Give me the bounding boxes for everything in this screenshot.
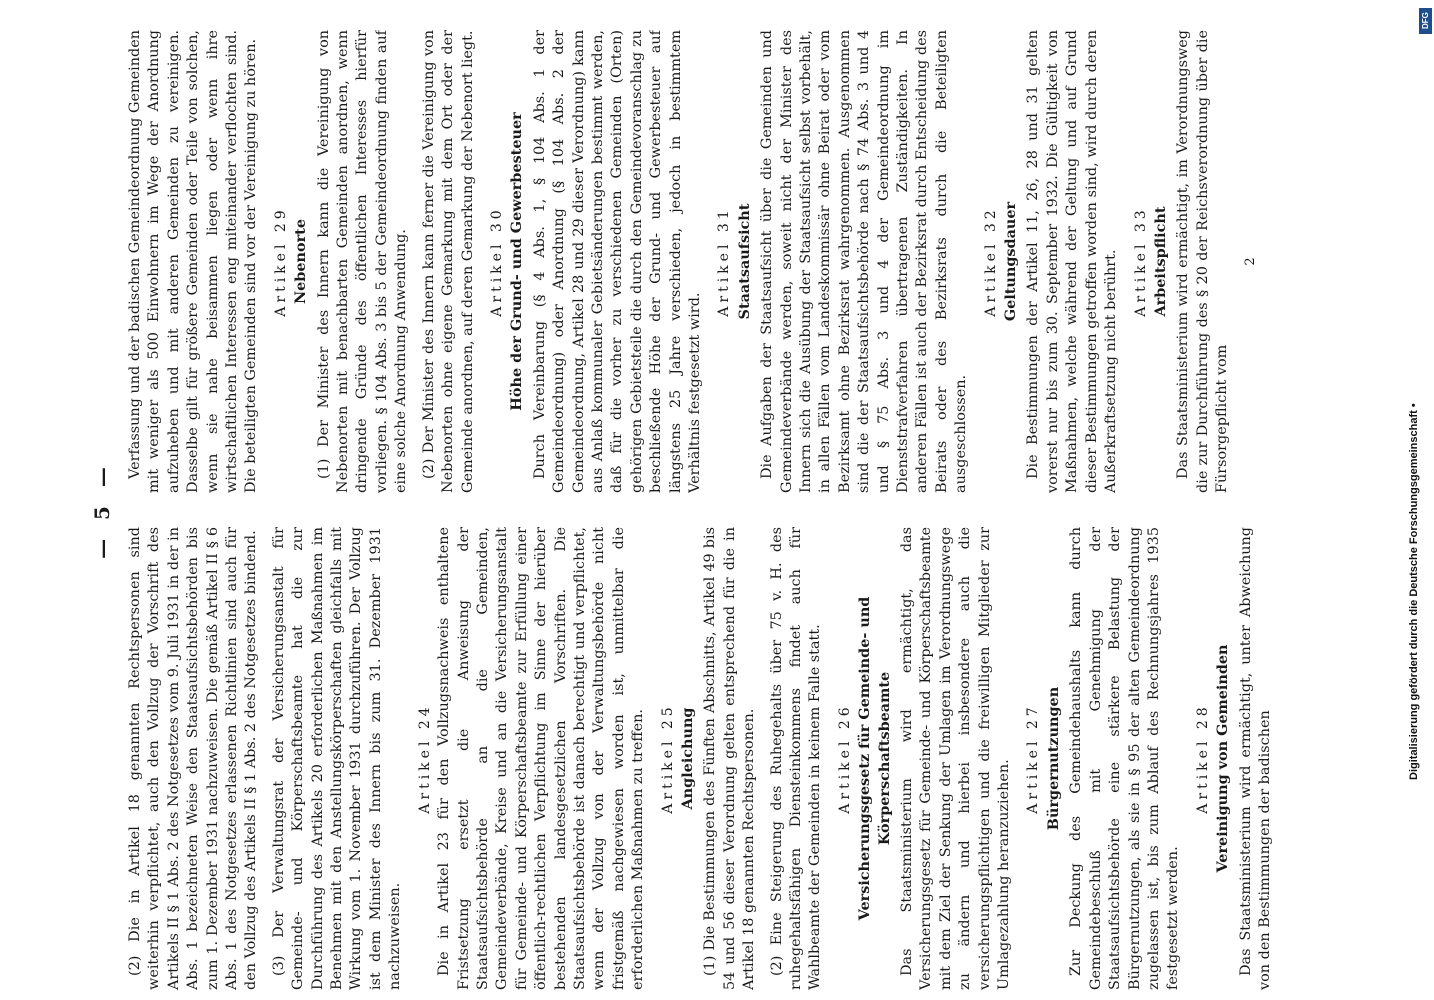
paragraph: Das Staatsministerium wird ermächtigt, das Versicherungsgesetz für Gemeinde- und Körperschaftsbeamte mit dem Ziel der Senkung der Umlagen im Verordnungswege zu ändern und hierbei insbesondere auch die versicherungspflichtigen und die freiwilligen Mitglieder zur Umlagezahlung heranzuziehen.	[899, 527, 1013, 990]
document-page	[90, 30, 1340, 990]
dfg-stamp	[1406, 0, 1432, 1000]
article-title: Versicherungsgesetz für Gemeinde- und Körperschaftsbeamte	[856, 596, 893, 921]
paragraph: Verfassung und der badischen Gemeindeordnung Gemeinden mit weniger als 500 Einwohnern im Wege der Anordnung aufzuheben und mit anderen Gemeinden zu vereinigen. Dasselbe gilt für größere Gemeinden oder Teile von solchen, wenn sie nahe beisammen liegen oder wenn ihre wirtschaftlichen Interessen eng miteinander verflochten sind. Die beteiligten Gemeinden sind vor der Vereinigung zu hören.	[127, 30, 260, 493]
left-column	[126, 527, 1320, 990]
article-title: Vereinigung von Gemeinden	[1214, 644, 1232, 873]
paragraph: (1) Die Bestimmungen des Fünften Abschnitts, Artikel 49 bis 54 und 56 dieser Verordnung gelten entsprechend für die in Artikel 18 genannten Rechtspersonen.	[702, 527, 758, 990]
article-title: Nebenorte	[292, 219, 310, 304]
article-title: Staatsaufsicht	[735, 203, 753, 320]
paragraph: (2) Die in Artikel 18 genannten Rechtspersonen sind weiterhin verpflichtet, auch den Vollzug der Vorschrift des Artikels II § 1 Abs. 2 des Notgesetzes vom 9. Juli 1931 in der in Abs. 1 bezeichneten Weise den Staatsaufsichtsbehörden bis zum 1. Dezember 1931 nachzuweisen. Die gemäß Artikel II § 6 Abs. 1 des Notgesetzes erlassenen Richtlinien sind auch für den Vollzug des Artikels II § 1 Abs. 2 des Notgesetzes bindend.	[127, 527, 260, 990]
dfg-logo: DFG	[1419, 8, 1432, 34]
paragraph: Das Staatsministerium wird ermächtigt, im Verordnungsweg die zur Durchführung des § 20 der Reichsverordnung über die Fürsorgepflicht vom	[1175, 30, 1231, 493]
page-number: — 5 —	[90, 461, 114, 559]
article-heading: Artikel 27	[1025, 703, 1042, 814]
article-heading: Artikel 25	[659, 703, 676, 814]
paragraph: Die Bestimmungen der Artikel 11, 26, 28 und 31 gelten vorerst nur bis zum 30. September 1932. Die Gültigkeit von Maßnahmen, welche während der Geltung und auf Grund dieser Bestimmungen getroffen worden sind, wird durch deren Außerkraftsetzung nicht berührt.	[1025, 30, 1120, 493]
article-title: Arbeitspflicht	[1151, 206, 1169, 317]
article-title: Bürgernutzungen	[1044, 686, 1062, 831]
article-heading: Artikel 30	[488, 206, 505, 317]
article-heading: Artikel 28	[1194, 703, 1211, 814]
paragraph: Die Aufgaben der Staatsaufsicht über die Gemeinden und Gemeindeverbände werden, soweit nicht der Minister des Innern sich die Ausübung der Staatsaufsicht selbst vorbehält, in allen Fällen vom Landeskommissär ohne Beirat oder vom Bezirksamt ohne Bezirksrat wahrgenommen. Ausgenommen sind die der Staatsaufsichtsbehörde nach § 74 Abs. 3 und 4 und § 75 Abs. 3 und 4 der Gemeindeordnung im Dienststrafverfahren übertragenen Zuständigkeiten. In anderen Fällen ist auch der Bezirksrat durch Entscheidung des Beirats oder des Bezirksrats durch die Beteiligten ausgeschlossen.	[759, 30, 970, 493]
paragraph: Das Staatsministerium wird ermächtigt, unter Abweichung von den Bestimmungen der badischen	[1237, 527, 1273, 990]
article-heading: Artikel 31	[716, 206, 733, 317]
article-heading: Artikel 24	[416, 703, 433, 814]
article-title: Höhe der Grund- und Gewerbesteuer	[508, 112, 526, 411]
paragraph: (1) Der Minister des Innern kann die Vereinigung von Nebenorten mit benachbarten Gemeinden anordnen, wenn dringende Gründe des öffentlichen Interesses hierfür vorliegen. § 104 Abs. 3 bis 5 der Gemeindeordnung finden auf eine solche Anordnung Anwendung.	[315, 30, 410, 493]
article-heading: Artikel 29	[272, 206, 289, 317]
article-title: Geltungsdauer	[1002, 201, 1020, 322]
right-column	[126, 30, 1320, 493]
paragraph: (2) Der Minister des Innern kann ferner die Vereinigung von Nebenorten ohne eigene Gemarkung mit dem Ort oder der Gemeinde anordnen, auf deren Gemarkung der Nebenort liegt.	[420, 30, 476, 493]
paragraph: (3) Der Verwaltungsrat der Versicherungsanstalt für Gemeinde- und Körperschaftsbeamte hat die zur Durchführung des Artikels 20 erforderlichen Maßnahmen im Benehmen mit den Anstellungskörperschaften gleichfalls mit Wirkung vom 1. November 1931 durchzuführen. Der Vollzug ist dem Minister des Innern bis zum 31. Dezember 1931 nachzuweisen.	[270, 527, 404, 990]
paragraph: Zur Deckung des Gemeindehaushalts kann durch Gemeindebeschluß mit Genehmigung der Staatsaufsichtsbehörde eine stärkere Belastung der Bürgernutzungen, als sie in § 95 der alten Gemeindeordnung zugelassen ist, bis zum Ablauf des Rechnungsjahres 1935 festgesetzt werden.	[1068, 527, 1182, 990]
article-heading: Artikel 32	[982, 206, 999, 317]
paragraph: Durch Vereinbarung (§ 4 Abs. 1, § 104 Abs. 1 der Gemeindeordnung) oder Anordnung (§ 104 Abs. 2 der Gemeindeordnung, Artikel 28 und 29 dieser Verordnung) kann aus Anlaß kommunaler Gebietsänderungen bestimmt werden, daß für die vorher zu verschiedenen Gemeinden (Orten) gehörigen Gebietsteile die durch den Gemeindevoranschlag zu beschließende Höhe der Grund- und Gewerbesteuer auf längstens 25 Jahre verschieden, jedoch in bestimmtem Verhältnis festgesetzt wird.	[531, 30, 703, 493]
paragraph: (2) Eine Steigerung des Ruhegehalts über 75 v. H. des ruhegehaltsfähigen Diensteinkommens findet auch für Wahlbeamte der Gemeinden in keinem Falle statt.	[768, 527, 824, 990]
footer-number: 2	[1242, 257, 1258, 266]
article-title: Angleichung	[678, 707, 696, 810]
dfg-stamp-text: Digitalisierung gefördert durch die Deutsche Forschungsgemeinschaft •	[1408, 403, 1420, 780]
article-heading: Artikel 26	[836, 703, 853, 814]
paragraph: Die in Artikel 23 für den Vollzugsnachweis enthaltene Fristsetzung ersetzt die Anweisung der Staatsaufsichtsbehörde an die Gemeinden, Gemeindeverbände, Kreise und an die Versicherungsanstalt für Gemeinde- und Körperschaftsbeamte zur Erfüllung einer öffentlich-rechtlichen Verpflichtung im Sinne der hierüber bestehenden landesgesetzlichen Vorschriften. Die Staatsaufsichtsbehörde ist danach berechtigt und verpflichtet, wenn der Vollzug von der Verwaltungsbehörde nicht fristgemäß nachgewiesen worden ist, unmittelbar die erforderlichen Maßnahmen zu treffen.	[436, 527, 647, 990]
text-columns	[126, 30, 1320, 990]
article-heading: Artikel 33	[1132, 206, 1149, 317]
